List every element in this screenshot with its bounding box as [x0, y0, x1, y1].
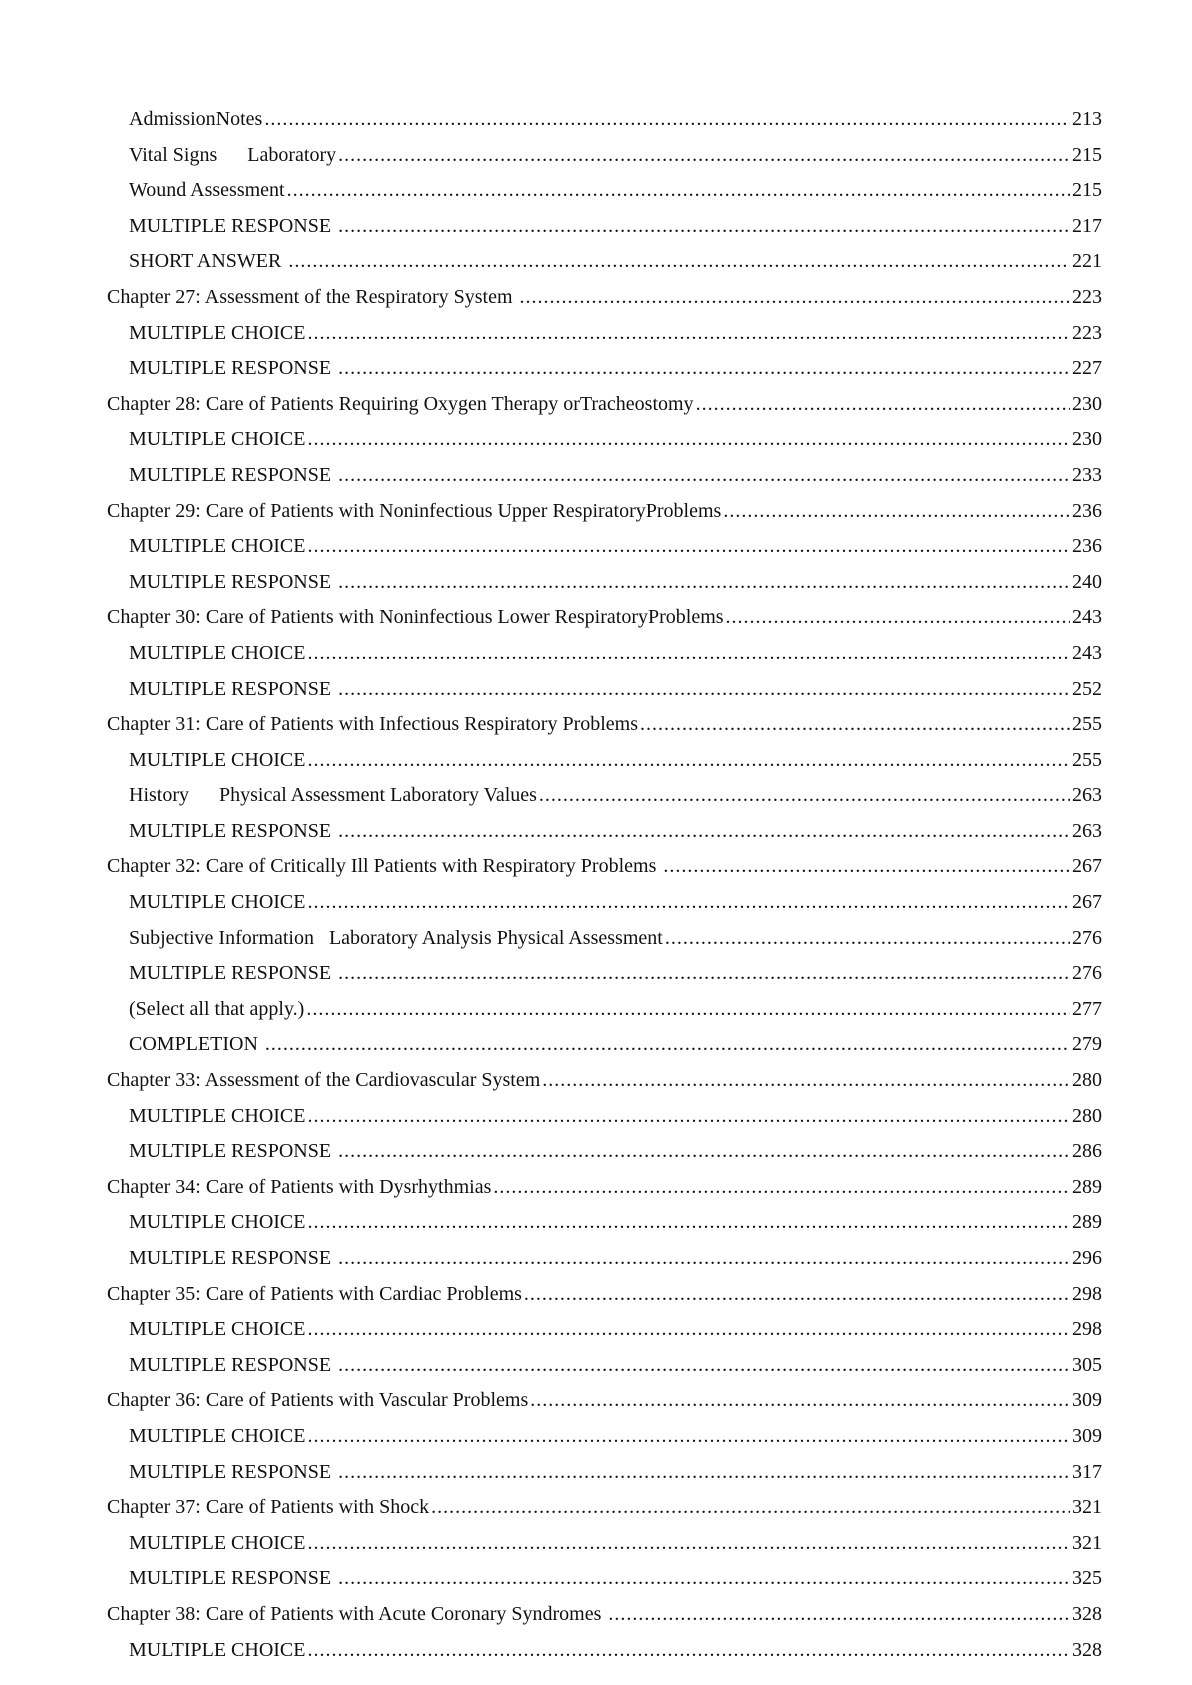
toc-entry-title: MULTIPLE RESPONSE [129, 962, 337, 985]
toc-entry-title: MULTIPLE RESPONSE [129, 1460, 337, 1483]
toc-page-number: 233 [1072, 463, 1102, 486]
toc-page-number: 236 [1072, 535, 1102, 558]
toc-entry-title: MULTIPLE CHOICE [129, 1104, 306, 1127]
toc-section-entry[interactable] [107, 422, 1102, 458]
toc-page-number: 223 [1072, 321, 1102, 344]
toc-page-number: 309 [1072, 1424, 1102, 1447]
toc-dot-leader [288, 244, 1070, 280]
toc-dot-leader [307, 316, 1070, 352]
toc-entry-title: MULTIPLE RESPONSE [129, 570, 337, 593]
toc-entry-title: MULTIPLE CHOICE [129, 1638, 306, 1661]
toc-dot-leader [338, 138, 1070, 174]
toc-dot-leader [338, 956, 1070, 992]
toc-entry-title: Chapter 32: Care of Critically Ill Patients with Respiratory Problems [107, 855, 662, 878]
toc-section-entry[interactable] [107, 956, 1102, 992]
toc-chapter-entry[interactable] [107, 1063, 1102, 1099]
toc-page-number: 227 [1072, 357, 1102, 380]
toc-entry-title: (Select all that apply.) [129, 997, 305, 1020]
toc-entry-title: Chapter 36: Care of Patients with Vascular Problems [107, 1389, 529, 1412]
toc-page-number: 289 [1072, 1175, 1102, 1198]
toc-chapter-entry[interactable] [107, 707, 1102, 743]
toc-dot-leader [306, 992, 1070, 1028]
toc-entry-title: MULTIPLE RESPONSE [129, 463, 337, 486]
toc-dot-leader [265, 1027, 1070, 1063]
toc-entry-title: MULTIPLE RESPONSE [129, 1247, 337, 1269]
toc-entry-title: COMPLETION [129, 1033, 263, 1056]
toc-page-number: 263 [1072, 784, 1102, 807]
toc-entry-title: MULTIPLE RESPONSE [129, 1140, 337, 1163]
toc-dot-leader [665, 921, 1070, 957]
toc-entry-title: MULTIPLE RESPONSE [129, 677, 337, 700]
toc-entry-title: AdmissionNotes [129, 108, 263, 130]
toc-page-number: 221 [1072, 250, 1102, 273]
toc-dot-leader [338, 1455, 1070, 1491]
toc-section-entry[interactable] [107, 1561, 1102, 1597]
toc-dot-leader [264, 102, 1070, 138]
toc-entry-title: MULTIPLE RESPONSE [129, 357, 337, 380]
toc-chapter-entry[interactable] [107, 1277, 1102, 1313]
toc-entry-title: Chapter 28: Care of Patients Requiring Oxygen Therapy orTracheostomy [107, 392, 694, 415]
toc-section-entry[interactable] [107, 921, 1102, 957]
toc-entry-title: SHORT ANSWER [129, 250, 287, 273]
toc-entry-title: Subjective Information Laboratory Analysis Physical Assessment [129, 926, 663, 949]
toc-page-number: 321 [1072, 1496, 1102, 1519]
toc-section-entry[interactable] [107, 102, 1102, 138]
toc-dot-leader [338, 209, 1070, 245]
toc-section-entry[interactable] [107, 636, 1102, 672]
toc-entry-title: MULTIPLE CHOICE [129, 891, 306, 914]
toc-entry-title: Chapter 30: Care of Patients with Noninfectious Lower RespiratoryProblems [107, 606, 724, 629]
toc-page-number: 215 [1072, 179, 1102, 202]
toc-dot-leader [696, 387, 1070, 423]
toc-entry-title: MULTIPLE RESPONSE [129, 1567, 337, 1590]
toc-dot-leader [338, 814, 1070, 850]
toc-dot-leader [338, 458, 1070, 494]
toc-section-entry[interactable] [107, 1455, 1102, 1491]
toc-dot-leader [287, 173, 1070, 209]
toc-dot-leader [431, 1490, 1070, 1526]
toc-chapter-entry[interactable] [107, 1170, 1102, 1206]
toc-section-entry[interactable] [107, 351, 1102, 387]
toc-chapter-entry[interactable] [107, 1597, 1102, 1633]
toc-dot-leader [726, 600, 1070, 636]
toc-chapter-entry[interactable] [107, 600, 1102, 636]
toc-page-number: 215 [1072, 143, 1102, 166]
toc-page-number: 276 [1072, 926, 1102, 949]
toc-page-number: 255 [1072, 713, 1102, 736]
toc-entry-title: Chapter 27: Assessment of the Respiratory System [107, 285, 518, 308]
toc-section-entry[interactable] [107, 1633, 1102, 1669]
toc-section-entry[interactable] [107, 1099, 1102, 1135]
toc-dot-leader [723, 494, 1070, 530]
toc-page-number: 243 [1072, 641, 1102, 664]
toc-dot-leader [307, 743, 1070, 779]
toc-section-entry[interactable] [107, 138, 1102, 174]
toc-page-number: 240 [1072, 570, 1102, 593]
toc-entry-title: MULTIPLE RESPONSE [129, 819, 337, 842]
toc-entry-title: Chapter 35: Care of Patients with Cardiac Problems [107, 1282, 522, 1305]
toc-page-number: 230 [1072, 428, 1102, 451]
toc-dot-leader [608, 1597, 1070, 1633]
toc-entry-title: MULTIPLE CHOICE [129, 1531, 306, 1554]
toc-entry-title: Chapter 37: Care of Patients with Shock [107, 1496, 430, 1519]
toc-entry-title: Chapter 34: Care of Patients with Dysrhythmias [107, 1175, 492, 1198]
toc-entry-title: MULTIPLE CHOICE [129, 1318, 306, 1341]
toc-dot-leader [307, 1099, 1070, 1135]
toc-entry-title: Chapter 29: Care of Patients with Noninfectious Upper RespiratoryProblems [107, 499, 722, 522]
toc-dot-leader [307, 1312, 1070, 1348]
toc-section-entry[interactable] [107, 209, 1102, 245]
toc-page-number: 267 [1072, 891, 1102, 914]
toc-dot-leader [539, 778, 1070, 814]
toc-section-entry[interactable] [107, 672, 1102, 708]
toc-entry-title: Chapter 31: Care of Patients with Infectious Respiratory Problems [107, 713, 639, 736]
toc-section-entry[interactable] [107, 885, 1102, 921]
toc-entry-title: History Physical Assessment Laboratory Values [129, 784, 537, 807]
toc-chapter-entry[interactable] [107, 849, 1102, 885]
toc-page-number: 280 [1072, 1069, 1102, 1092]
toc-dot-leader [640, 707, 1070, 743]
toc-dot-leader [307, 636, 1070, 672]
toc-page-number: 267 [1072, 855, 1102, 878]
toc-dot-leader [307, 422, 1070, 458]
toc-dot-leader [338, 672, 1070, 708]
toc-page-number: 298 [1072, 1318, 1102, 1341]
toc-section-entry[interactable] [107, 1348, 1102, 1384]
toc-dot-leader [338, 1561, 1070, 1597]
toc-page-number: 236 [1072, 499, 1102, 522]
toc-entry-title: MULTIPLE CHOICE [129, 321, 306, 344]
toc-chapter-entry[interactable] [107, 1490, 1102, 1526]
toc-entry-title: MULTIPLE CHOICE [129, 641, 306, 664]
toc-entry-title: MULTIPLE RESPONSE [129, 214, 337, 237]
toc-page-number: 325 [1072, 1567, 1102, 1590]
toc-page-number: 286 [1072, 1140, 1102, 1163]
toc-section-entry[interactable] [107, 778, 1102, 814]
toc-entry-title: Vital Signs Laboratory [129, 143, 337, 166]
toc-dot-leader [520, 280, 1070, 316]
toc-page-number: 296 [1072, 1247, 1102, 1269]
toc-page-number: 255 [1072, 748, 1102, 771]
toc-page-number: 263 [1072, 819, 1102, 842]
toc-section-entry[interactable] [107, 1526, 1102, 1562]
toc-entry-title: MULTIPLE CHOICE [129, 1424, 306, 1447]
toc-section-entry[interactable] [107, 529, 1102, 565]
toc-dot-leader [542, 1063, 1070, 1099]
toc-dot-leader [307, 1205, 1070, 1241]
toc-page-number: 280 [1072, 1104, 1102, 1127]
toc-chapter-entry[interactable] [107, 387, 1102, 423]
toc-chapter-entry[interactable] [107, 280, 1102, 316]
toc-dot-leader [307, 1419, 1070, 1455]
toc-dot-leader [338, 1348, 1070, 1384]
toc-page-number: 328 [1072, 1602, 1102, 1625]
toc-page-number: 277 [1072, 997, 1102, 1020]
toc-page-number: 217 [1072, 214, 1102, 237]
toc-page-number: 223 [1072, 285, 1102, 308]
toc-dot-leader [338, 565, 1070, 601]
toc-page-number: 230 [1072, 392, 1102, 415]
toc-dot-leader [307, 529, 1070, 565]
toc-page-number: 243 [1072, 606, 1102, 629]
toc-dot-leader [338, 351, 1070, 387]
toc-page-number: 317 [1072, 1460, 1102, 1483]
toc-section-entry[interactable] [107, 1312, 1102, 1348]
toc-section-entry[interactable] [107, 1027, 1102, 1063]
toc-dot-leader [663, 849, 1070, 885]
toc-entry-title: Chapter 33: Assessment of the Cardiovascular System [107, 1069, 541, 1092]
toc-section-entry[interactable] [107, 244, 1102, 280]
toc-page-number: 289 [1072, 1211, 1102, 1234]
toc-entry-title: MULTIPLE CHOICE [129, 428, 306, 451]
toc-entry-title: Wound Assessment [129, 179, 285, 202]
toc-section-entry[interactable] [107, 1419, 1102, 1455]
toc-page-number: 309 [1072, 1389, 1102, 1412]
toc-dot-leader [307, 1526, 1070, 1562]
toc-dot-leader [307, 1633, 1070, 1669]
toc-chapter-entry[interactable] [107, 1383, 1102, 1419]
toc-section-entry[interactable] [107, 1134, 1102, 1170]
toc-page-number: 279 [1072, 1033, 1102, 1056]
toc-page-number: 328 [1072, 1638, 1102, 1661]
toc-chapter-entry[interactable] [107, 494, 1102, 530]
toc-section-entry[interactable] [107, 1241, 1102, 1277]
toc-entry-title: MULTIPLE RESPONSE [129, 1353, 337, 1376]
table-of-contents [107, 102, 1102, 1668]
toc-page-number: 213 [1072, 108, 1102, 130]
toc-section-entry[interactable] [107, 743, 1102, 779]
toc-section-entry[interactable] [107, 458, 1102, 494]
toc-entry-title: MULTIPLE CHOICE [129, 748, 306, 771]
toc-section-entry[interactable] [107, 1205, 1102, 1241]
toc-dot-leader [530, 1383, 1070, 1419]
toc-page-number: 252 [1072, 677, 1102, 700]
toc-entry-title: MULTIPLE CHOICE [129, 1211, 306, 1234]
toc-entry-title: MULTIPLE CHOICE [129, 535, 306, 558]
toc-dot-leader [493, 1170, 1070, 1206]
toc-page-number: 321 [1072, 1531, 1102, 1554]
toc-dot-leader [338, 1241, 1070, 1277]
toc-section-entry[interactable] [107, 565, 1102, 601]
toc-section-entry[interactable] [107, 173, 1102, 209]
toc-dot-leader [338, 1134, 1070, 1170]
toc-section-entry[interactable] [107, 316, 1102, 352]
toc-page-number: 305 [1072, 1353, 1102, 1376]
toc-dot-leader [524, 1277, 1070, 1313]
toc-entry-title: Chapter 38: Care of Patients with Acute Coronary Syndromes [107, 1602, 607, 1625]
toc-page-number: 276 [1072, 962, 1102, 985]
toc-page-number: 298 [1072, 1282, 1102, 1305]
toc-section-entry[interactable] [107, 992, 1102, 1028]
toc-section-entry[interactable] [107, 814, 1102, 850]
toc-dot-leader [307, 885, 1070, 921]
